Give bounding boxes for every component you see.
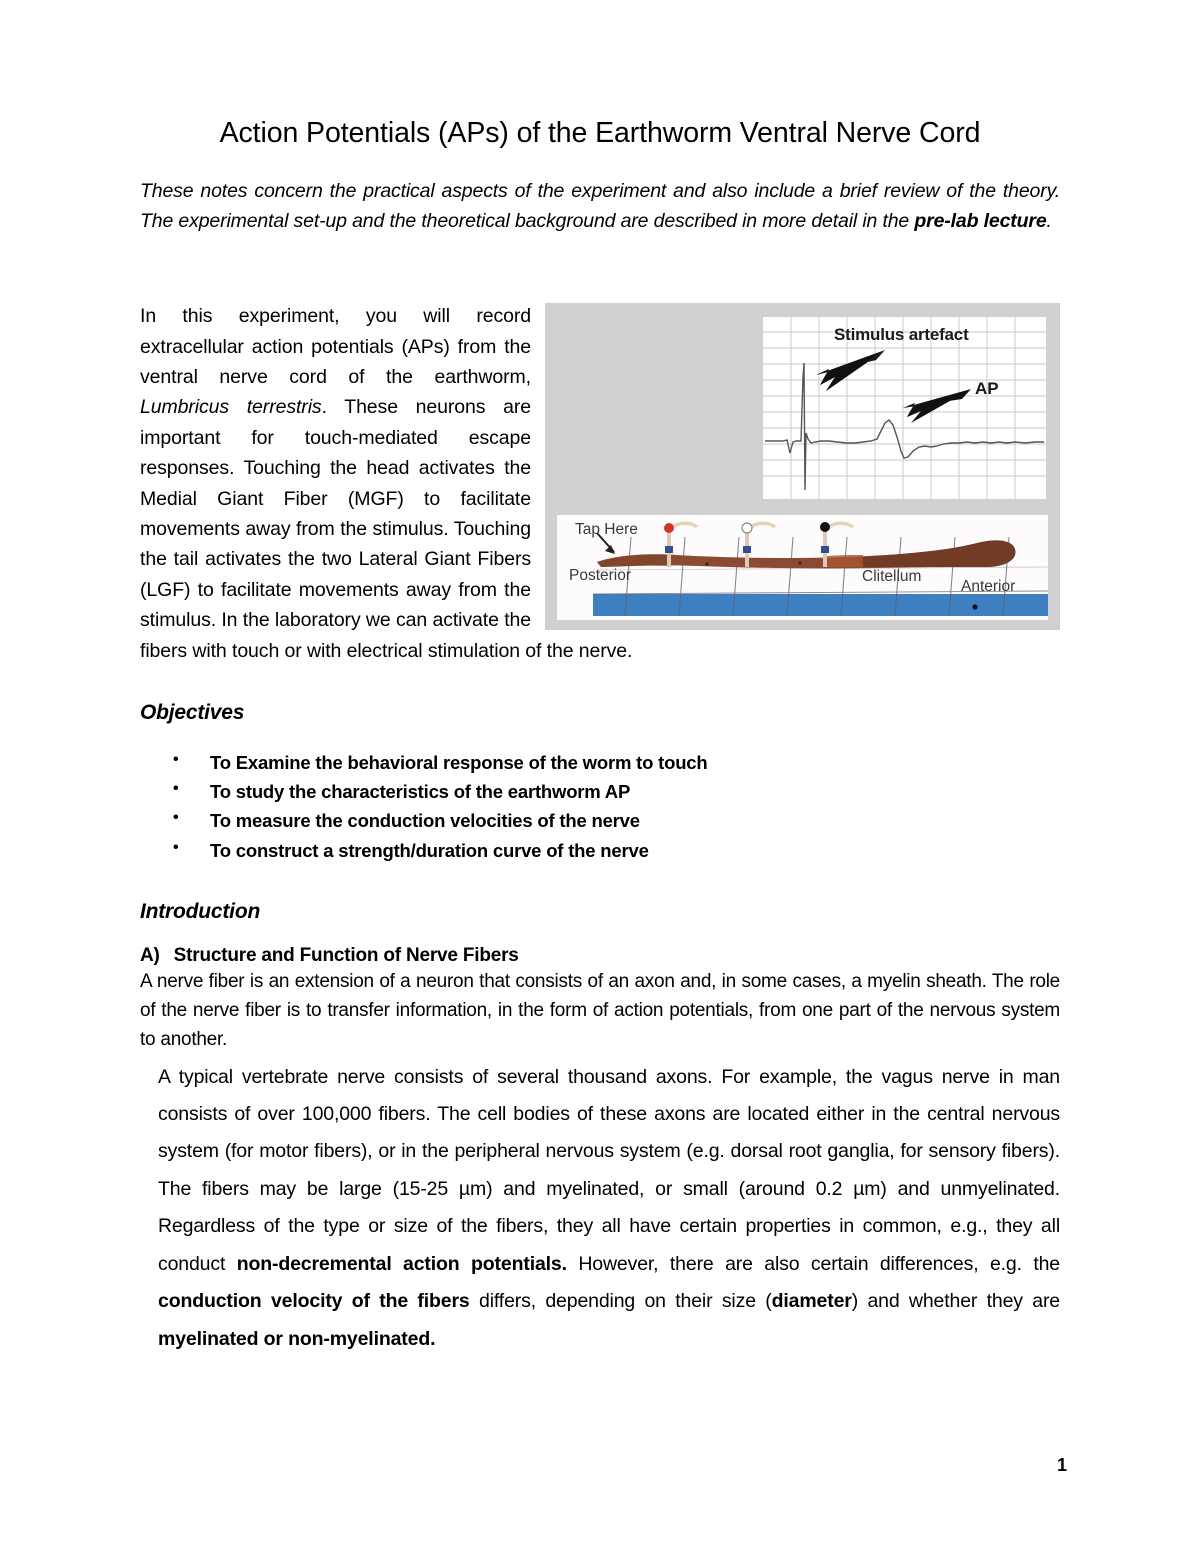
par2-b4: myelinated or non-myelinated. (158, 1327, 436, 1350)
par2-b2: conduction velocity of the fibers (158, 1290, 470, 1313)
objectives-heading: Objectives (140, 701, 245, 724)
par2-b1: non-decremental action potentials. (236, 1252, 567, 1275)
intro-note-text: These notes concern the practical aspects of the experiment and also include a brief review of the theory. The experimental set-up and the theoretical background are described in more detail in the (140, 180, 1060, 233)
subsection-a-heading (140, 924, 1060, 967)
subsection-a-index: A) (140, 944, 160, 966)
anterior-label: Anterior (961, 578, 1016, 596)
par2-s2: However, there are also certain differences, e.g. the (566, 1252, 1061, 1275)
objective-item: • To study the characteristics of the earthworm AP (140, 777, 1060, 806)
par2-s4: ) and whether they are (851, 1290, 1060, 1313)
intro-note-tail: . (1046, 210, 1052, 233)
tap-here-label: Tap Here (575, 521, 638, 539)
earthworm-photo (557, 515, 1048, 620)
intro-note (140, 176, 1060, 236)
par2-s1: A typical vertebrate nerve consists of several thousand axons. For example, the vagus nerve in man consists of over 100,000 fibers. The cell bodies of these axons are located either in the central nervous system (for motor fibers), or in the peripheral nervous system (e.g. dorsal root ganglia, for sensory fibers). The fibers may be large (15-25 µm) and myelinated, or small (around 0.2 µm) and unmyelinated. Regardless of the type or size of the fibers, they all have certain properties in common, e.g., they all conduct (158, 1065, 1060, 1275)
experiment-paragraph-part1: In this experiment, you will record extracellular action potentials (APs) from the ventral nerve cord of the earthworm, (140, 305, 531, 388)
page-title: Action Potentials (APs) of the Earthworm Ventral Nerve Cord (219, 117, 981, 149)
objective-item: • To measure the conduction velocities of the nerve (140, 806, 1060, 835)
objective-item: • To construct a strength/duration curve of the nerve (140, 836, 1060, 865)
objective-item: • To Examine the behavioral response of the worm to touch (140, 748, 1060, 777)
oscilloscope-trace-image (763, 317, 1046, 499)
stimulus-artefact-label: Stimulus artefact (834, 325, 969, 345)
posterior-label: Posterior (569, 567, 632, 585)
introduction-paragraph-2 (140, 1055, 1060, 1359)
page-content (140, 0, 1060, 1358)
subsection-a-title: Structure and Function of Nerve Fibers (173, 944, 519, 966)
page-number: 1 (1056, 1455, 1067, 1475)
experiment-paragraph-part2: . These neurons are important for touch-mediated escape responses. Touching the head activates the Medial Giant Fiber (MGF) to facilitate movements away from the stimulus. Touching the tail activates the two Lateral Giant Fibers (LGF) to facilitate movements away from the stimulus. In the laboratory we can activate the fibers with touch or with electrical stimulation of the nerve. (140, 396, 633, 662)
objectives-list (140, 748, 1060, 865)
introduction-heading: Introduction (140, 899, 261, 923)
par2-b3: diameter (771, 1290, 852, 1313)
intro-note-emphasis: pre-lab lecture (914, 210, 1047, 233)
clitellum-label: Clitellum (862, 568, 922, 586)
experiment-figure (545, 303, 1060, 630)
species-name: Lumbricus terrestris (140, 396, 322, 419)
ap-label: AP (975, 379, 999, 399)
par2-s3: differs, depending on their size ( (469, 1290, 772, 1313)
subsection-a-paragraph: A nerve fiber is an extension of a neuron that consists of an axon and, in some cases, a myelin sheath. The role of the nerve fiber is to transfer information, in the form of action potentials, from one part of the nervous system to another. (140, 970, 1060, 1050)
